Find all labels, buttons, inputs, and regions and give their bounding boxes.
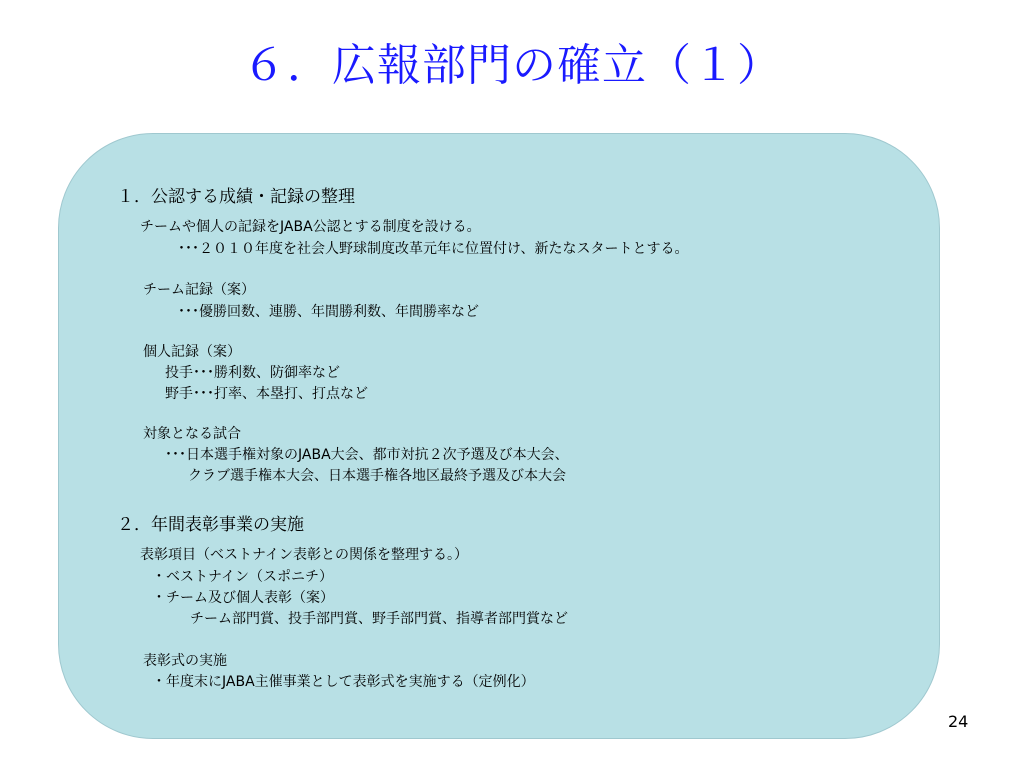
text-line: ･･･日本選手権対象のJABA大会、都市対抗２次予選及び本大会、 [165, 447, 569, 463]
text-line: クラブ選手権本大会、日本選手権各地区最終予選及び本大会 [188, 468, 566, 484]
text-line: ・年度末にJABA主催事業として表彰式を実施する（定例化） [152, 674, 535, 690]
text-line: 投手･･･勝利数、防御率など [165, 365, 340, 381]
slide-title: ６．広報部門の確立（１） [242, 40, 782, 91]
text-line: 個人記録（案） [143, 344, 241, 360]
text-line: 表彰式の実施 [143, 653, 227, 669]
text-line: チーム部門賞、投手部門賞、野手部門賞、指導者部門賞など [190, 611, 568, 627]
text-line: チームや個人の記録をJABA公認とする制度を設ける。 [140, 219, 481, 235]
text-line: ･･･２０１０年度を社会人野球制度改革元年に位置付け、新たなスタートとする。 [178, 241, 689, 257]
text-line: 野手･･･打率、本塁打、打点など [165, 386, 368, 402]
section-heading-1: １．公認する成績・記録の整理 [117, 187, 355, 207]
text-line: 対象となる試合 [143, 426, 241, 442]
text-line: チーム記録（案） [143, 282, 255, 298]
page-number: 24 [948, 712, 969, 731]
text-line: 表彰項目（ベストナイン表彰との関係を整理する。） [140, 547, 469, 563]
section-heading-2: ２．年間表彰事業の実施 [117, 515, 304, 535]
text-line: ・ベストナイン（スポニチ） [152, 569, 334, 585]
text-line: ･･･優勝回数、連勝、年間勝利数、年間勝率など [178, 304, 479, 320]
text-line: ・チーム及び個人表彰（案） [152, 590, 334, 606]
